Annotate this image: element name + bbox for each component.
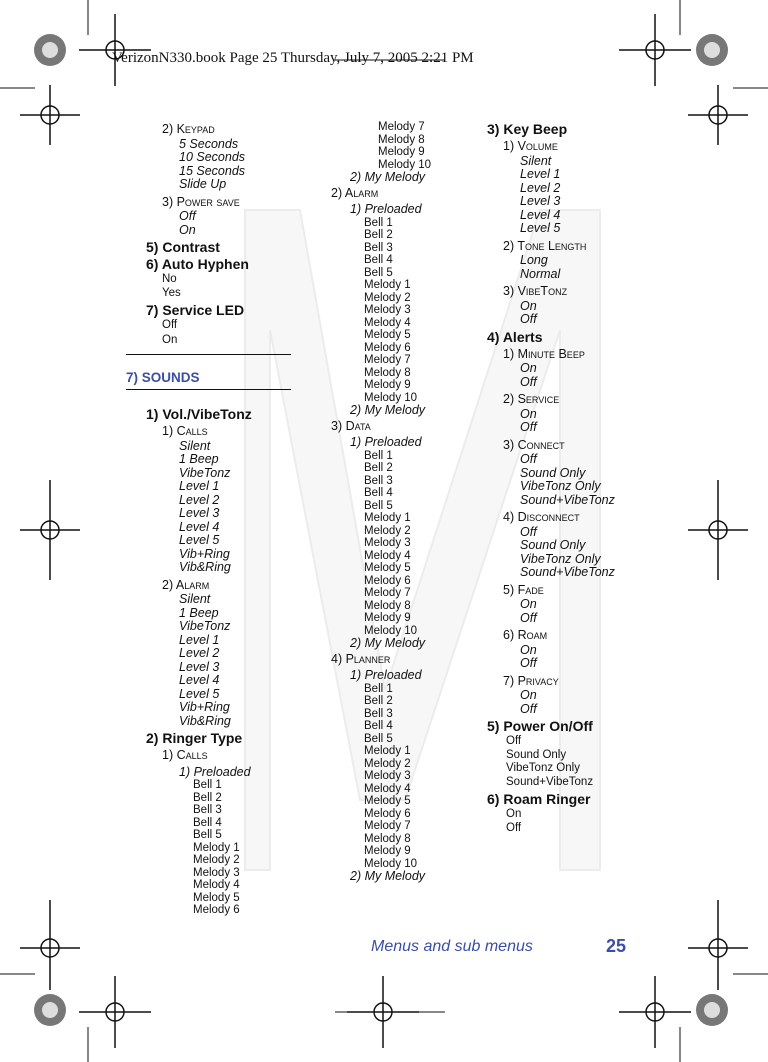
option: VibeTonz Only (506, 762, 580, 774)
option: 10 Seconds (179, 150, 246, 164)
tone: Bell 2 (193, 791, 222, 804)
option: On (520, 298, 537, 313)
menu-alarm: 2) Alarm (331, 185, 379, 200)
menu-data: 3) Data (331, 418, 371, 433)
option: On (520, 406, 537, 421)
option: Vib&Ring (179, 560, 231, 574)
tone: Bell 4 (193, 816, 222, 829)
tone: Melody 8 (364, 832, 411, 845)
menu-my-melody: 2) My Melody (350, 869, 426, 883)
option: Off (520, 420, 537, 434)
tone: Melody 9 (378, 146, 425, 158)
tone: Bell 1 (364, 449, 393, 462)
menu-alerts: 4) Alerts (487, 328, 543, 345)
tone: Melody 10 (364, 391, 418, 404)
option: Off (162, 319, 178, 331)
tone: Melody 7 (378, 121, 425, 133)
option: On (520, 642, 537, 657)
planner-tones (331, 683, 471, 871)
option: Level 1 (179, 479, 220, 493)
tone: Melody 8 (364, 366, 411, 379)
option: VibeTonz (179, 465, 231, 480)
vibetonz-options (487, 300, 637, 327)
option: 15 Seconds (179, 163, 246, 178)
tone: Bell 2 (364, 229, 393, 241)
print-header-stamp: VerizonN330.book Page 25 Thursday, July 7, 2005 2:21 PM (112, 50, 474, 66)
option: Level 3 (520, 194, 561, 208)
menu-volume: 1) Volume (503, 139, 558, 153)
tone: Melody 1 (364, 745, 411, 757)
tone: Melody 4 (364, 782, 411, 795)
option: Long (520, 253, 548, 267)
option: Sound+VibeTonz (506, 775, 594, 788)
option: Normal (520, 266, 561, 281)
option: Off (506, 821, 522, 834)
fade-options (487, 598, 637, 625)
option: On (506, 808, 522, 820)
option: Slide Up (179, 177, 227, 191)
option: Silent (520, 153, 552, 168)
option: Level 5 (520, 221, 561, 235)
column-1 (146, 121, 286, 347)
tone-length-options (487, 254, 637, 281)
option: 1 Beep (179, 452, 219, 466)
menu-power-on-off: 5) Power On/Off (487, 718, 593, 734)
alarm-options (146, 593, 286, 728)
tone: Bell 4 (364, 487, 393, 499)
tone: Melody 8 (378, 133, 425, 146)
option: Off (506, 735, 522, 747)
tone: Melody 7 (364, 820, 411, 832)
option: Off (179, 209, 196, 223)
connect-options (487, 453, 637, 507)
option: Off (520, 656, 537, 670)
option: VibeTonz (179, 619, 231, 633)
tone: Melody 8 (364, 599, 411, 612)
menu-minute-beep: 1) Minute Beep (503, 346, 585, 361)
section-title: 7) SOUNDS (126, 370, 200, 385)
tone: Melody 3 (364, 770, 411, 782)
power-save-options (146, 210, 286, 237)
column-2 (331, 121, 471, 884)
menu-preloaded: 1) Preloaded (350, 668, 422, 682)
menu-auto-hyphen: 6) Auto Hyphen (146, 256, 249, 272)
alarm-tones (331, 217, 471, 405)
tone: Melody 4 (364, 549, 411, 562)
option: Level 4 (179, 673, 220, 687)
menu-roam: 6) Roam (503, 628, 548, 642)
option: Level 2 (179, 492, 220, 507)
ringtone-list-continued (331, 121, 471, 171)
tone: Melody 5 (364, 795, 411, 807)
option: Level 5 (179, 533, 220, 547)
tone: Melody 4 (364, 316, 411, 329)
menu-my-melody: 2) My Melody (350, 636, 426, 650)
power-on-off-options (487, 735, 637, 789)
menu-preloaded: 1) Preloaded (350, 202, 422, 216)
tone: Melody 2 (193, 854, 240, 866)
tone: Bell 3 (193, 804, 222, 816)
tone: Melody 1 (193, 841, 240, 854)
tone: Bell 5 (364, 266, 393, 279)
option: Sound+VibeTonz (520, 565, 615, 579)
disconnect-options (487, 526, 637, 580)
option: Off (520, 610, 537, 625)
tone: Melody 7 (364, 587, 411, 599)
minute-beep-options (487, 362, 637, 389)
option: Level 3 (179, 659, 220, 674)
tone: Melody 5 (364, 562, 411, 574)
option: Vib+Ring (179, 700, 230, 714)
tone: Bell 1 (364, 682, 393, 695)
option: Yes (162, 286, 181, 299)
option: On (162, 333, 178, 346)
option: Level 2 (179, 646, 220, 660)
option: Off (520, 524, 537, 539)
option: Off (520, 701, 537, 716)
column-1-sounds (146, 406, 286, 917)
option: No (162, 273, 177, 285)
tone: Melody 10 (364, 624, 418, 637)
tone: Melody 4 (193, 879, 240, 891)
tone: Bell 3 (364, 474, 393, 487)
option: 5 Seconds (179, 136, 239, 151)
tone: Melody 2 (364, 524, 411, 537)
menu-disconnect: 4) Disconnect (503, 510, 580, 524)
menu-roam-ringer: 6) Roam Ringer (487, 791, 591, 807)
tone: Bell 2 (364, 462, 393, 474)
menu-power-save: 3) Power save (162, 194, 240, 209)
tone: Melody 3 (193, 866, 240, 879)
menu-tone-length: 2) Tone Length (503, 238, 587, 253)
menu-service-led: 7) Service LED (146, 302, 245, 318)
tone: Melody 10 (378, 158, 432, 171)
tone: Bell 5 (193, 829, 222, 841)
menu-preloaded: 1) Preloaded (350, 435, 422, 449)
tone: Bell 4 (364, 254, 393, 266)
tone: Bell 5 (364, 732, 393, 745)
roam-ringer-options (487, 808, 637, 835)
tone: Melody 6 (364, 341, 411, 354)
menu-ringer-type: 2) Ringer Type (146, 730, 243, 746)
option: On (520, 688, 537, 702)
menu-privacy: 7) Privacy (503, 673, 559, 688)
tone: Melody 2 (364, 757, 411, 770)
option: On (520, 361, 537, 375)
option: 1 Beep (179, 605, 219, 620)
option: Level 4 (520, 207, 561, 222)
option: Silent (179, 438, 211, 453)
option: Vib&Ring (179, 713, 231, 728)
menu-planner: 4) Planner (331, 651, 391, 666)
menu-my-melody: 2) My Melody (350, 403, 426, 417)
service-led-options (146, 319, 286, 347)
tone: Bell 3 (364, 241, 393, 254)
data-tones (331, 450, 471, 638)
menu-vol-vibetonz: 1) Vol./VibeTonz (146, 406, 252, 422)
option: Level 2 (520, 180, 561, 195)
tone: Melody 5 (193, 891, 240, 904)
option: Sound Only (520, 465, 586, 480)
option: Sound Only (506, 748, 567, 761)
option: Level 4 (179, 519, 220, 534)
option: Level 1 (520, 167, 561, 181)
tone: Melody 5 (364, 329, 411, 341)
page-number: 25 (606, 936, 627, 956)
option: On (520, 597, 537, 611)
tone: Melody 7 (364, 354, 411, 366)
tone: Melody 2 (364, 291, 411, 304)
tone: Bell 1 (193, 779, 222, 791)
tone: Melody 9 (364, 379, 411, 391)
menu-preloaded: 1) Preloaded (179, 764, 251, 779)
option: Off (520, 374, 537, 389)
tone: Melody 1 (364, 279, 411, 291)
tone: Melody 6 (364, 574, 411, 587)
tone: Melody 10 (364, 857, 418, 870)
menu-key-beep: 3) Key Beep (487, 121, 568, 137)
tone: Melody 1 (364, 512, 411, 524)
menu-alarm: 2) Alarm (162, 577, 210, 592)
menu-connect: 3) Connect (503, 437, 565, 452)
option: Sound Only (520, 538, 586, 552)
option: Vib+Ring (179, 546, 230, 561)
section-rule-bottom (126, 389, 291, 390)
tone: Bell 2 (364, 695, 393, 707)
tone: Bell 4 (364, 720, 393, 732)
service-options (487, 408, 637, 435)
keypad-options (146, 138, 286, 192)
menu-service: 2) Service (503, 392, 560, 406)
menu-calls: 1) Calls (162, 424, 208, 438)
section-rule-top (126, 354, 291, 355)
column-3 (487, 121, 637, 835)
tone: Bell 5 (364, 499, 393, 512)
tone: Melody 9 (364, 845, 411, 857)
option: VibeTonz Only (520, 479, 601, 493)
tone: Melody 3 (364, 304, 411, 316)
footer-title: Menus and sub menus (371, 938, 533, 955)
auto-hyphen-options (146, 273, 286, 300)
volume-options (487, 155, 637, 236)
option: Level 1 (179, 632, 220, 647)
option: Level 3 (179, 506, 220, 520)
menu-rt-calls: 1) Calls (162, 748, 208, 762)
option: Sound+VibeTonz (520, 492, 615, 507)
option: Silent (179, 592, 211, 606)
option: Level 5 (179, 686, 220, 701)
menu-fade: 5) Fade (503, 582, 544, 597)
calls-options (146, 440, 286, 575)
option: VibeTonz Only (520, 551, 601, 566)
tone: Melody 3 (364, 537, 411, 549)
tone: Melody 6 (364, 807, 411, 820)
privacy-options (487, 689, 637, 716)
tone: Bell 1 (364, 216, 393, 229)
tone: Melody 6 (193, 904, 240, 916)
ringtone-list (146, 779, 286, 917)
menu-contrast: 5) Contrast (146, 239, 220, 255)
tone: Melody 9 (364, 612, 411, 624)
option: On (179, 222, 196, 237)
menu-vibetonz: 3) VibeTonz (503, 284, 568, 298)
roam-options (487, 644, 637, 671)
option: Off (520, 312, 537, 326)
menu-keypad: 2) Keypad (162, 122, 215, 136)
menu-my-melody: 2) My Melody (350, 170, 426, 184)
option: Off (520, 452, 537, 466)
tone: Bell 3 (364, 707, 393, 720)
